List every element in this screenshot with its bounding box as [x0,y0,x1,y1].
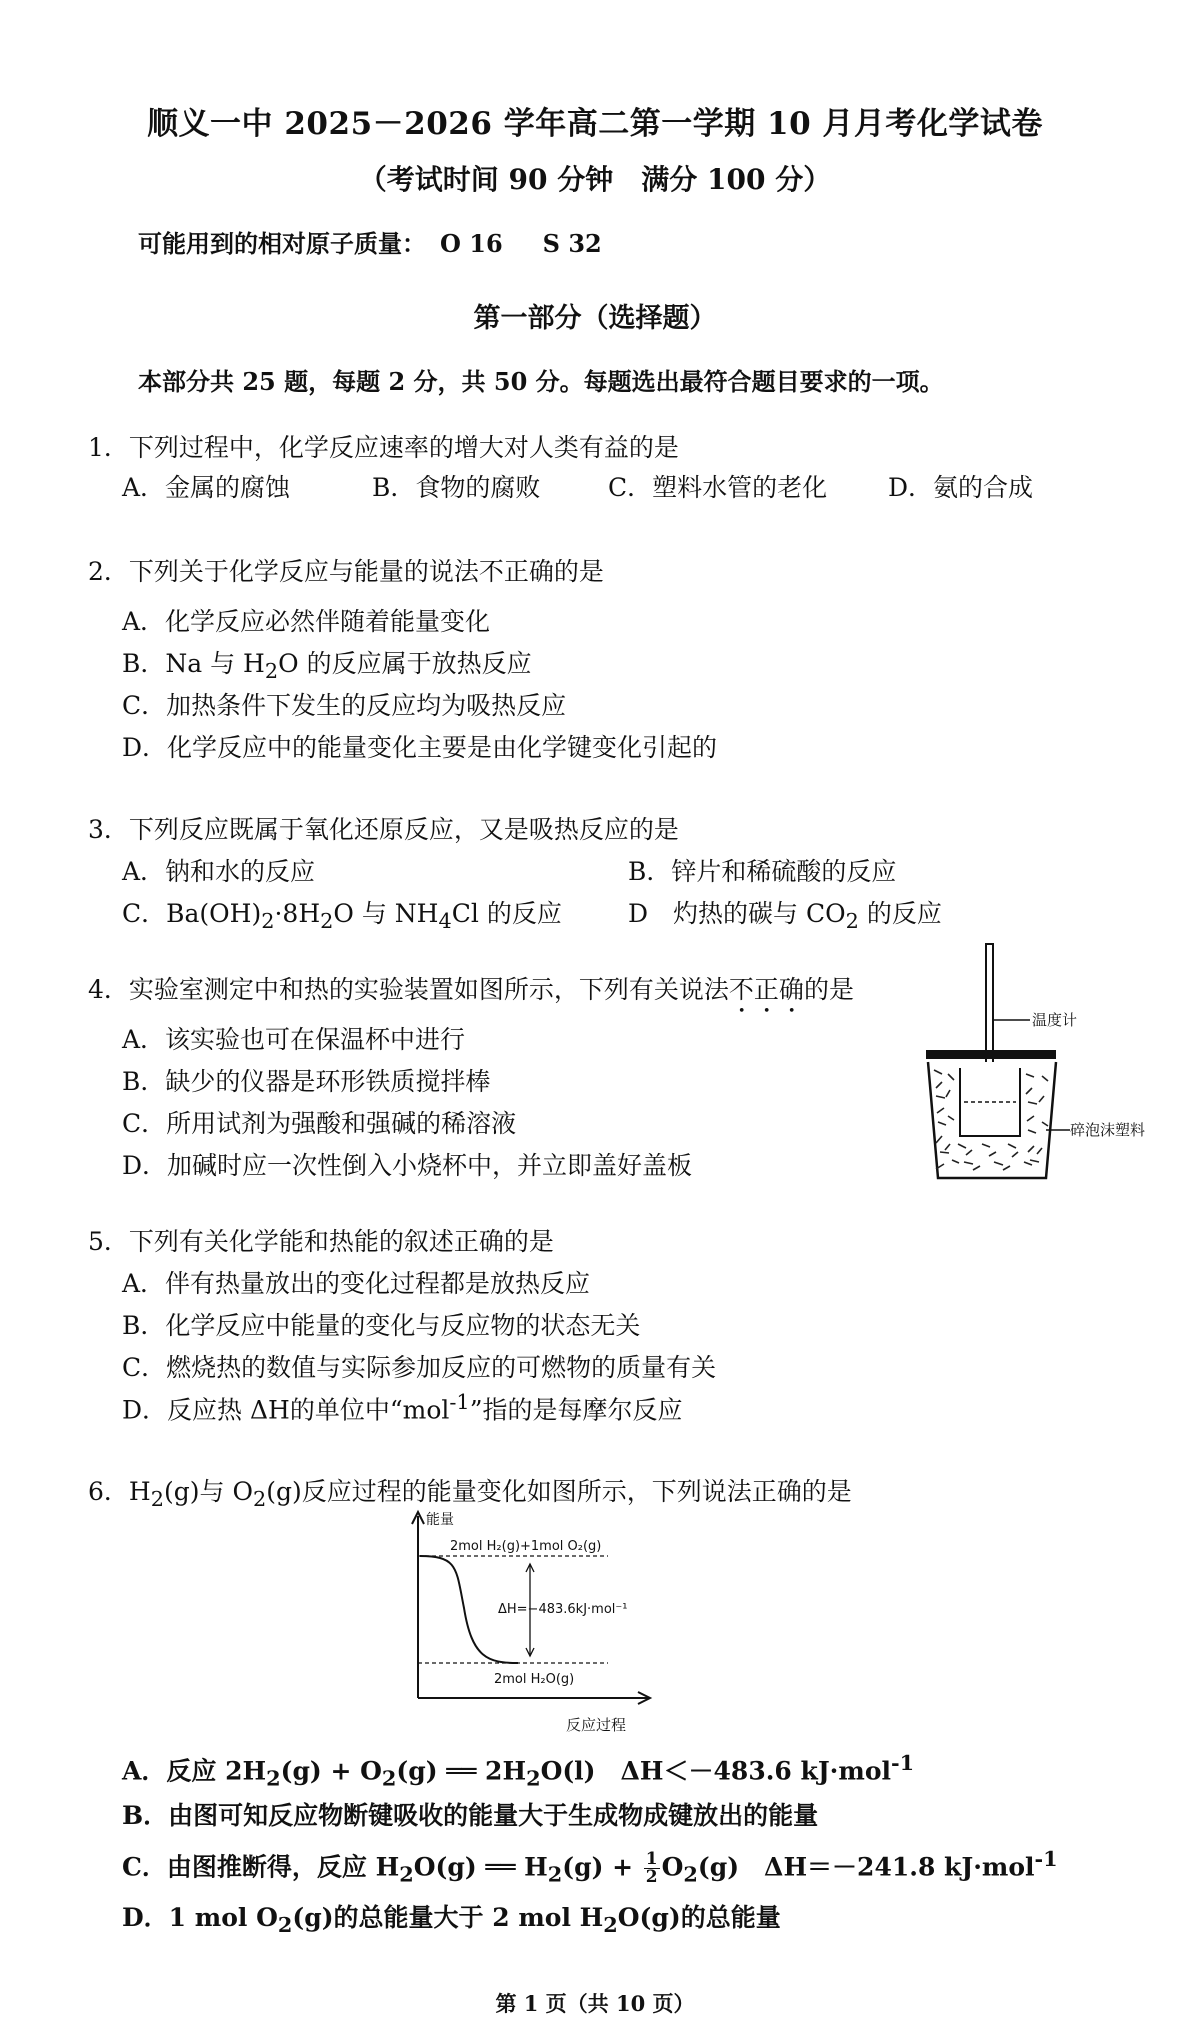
question-2-option-d: D．化学反应中的能量变化主要是由化学键变化引起的 [122,733,718,762]
question-3-option-a: A．钠和水的反应 [122,857,316,886]
fraction-numerator: 1 [645,1849,658,1870]
energy-diagram [398,1508,658,1708]
question-4-option-d: D．加碱时应一次性倒入小烧杯中，并立即盖好盖板 [122,1151,693,1180]
delta-h-label: ΔH=−483.6kJ·mol⁻¹ [498,1602,628,1617]
formula-part: C．由图推断得，反应 H [122,1852,400,1882]
formula-part: (g) ══ 2H [396,1756,527,1786]
subscript: 2 [526,1765,541,1791]
subscript: 2 [264,659,279,683]
question-6-stem [88,1472,852,1511]
formula-part: 的反应 [858,899,942,928]
formula-part: D．反应热 ΔH的单位中“mol [122,1395,450,1425]
question-5-option-d [122,1390,682,1426]
question-2-option-b-pre: B．Na 与 H [122,649,265,678]
question-2-option-c: C．加热条件下发生的反应均为吸热反应 [122,691,567,720]
formula-part: Cl 的反应 [451,899,562,928]
question-1-option-d: D．氨的合成 [888,473,1034,502]
subscript: 2 [252,1487,267,1511]
cover-board [926,1050,1056,1059]
formula-part: (g) + [562,1852,642,1882]
section-title: 第一部分（选择题） [473,303,717,334]
question-4-stem-emphasis: 不正确 [728,975,804,1004]
formula-part: O(g) ══ H [413,1852,548,1882]
question-5-option-c: C．燃烧热的数值与实际参加反应的可燃物的质量有关 [122,1353,717,1382]
question-4-option-b: B．缺少的仪器是环形铁质搅拌棒 [122,1067,491,1096]
question-3-option-d [628,894,942,933]
thermometer-label: 温度计 [1032,1011,1078,1029]
subscript: 2 [266,1765,281,1791]
calorimeter-figure [920,940,1165,1200]
subscript: 2 [399,1861,414,1887]
atomic-mass-s: S 32 [542,229,602,258]
question-1-option-b: B．食物的腐败 [372,473,541,502]
question-6-option-d [122,1898,781,1937]
formula-part: O(g)的总能量 [617,1903,781,1932]
question-4-option-a: A．该实验也可在保温杯中进行 [122,1025,466,1054]
formula-part: (g) + O [280,1756,382,1786]
formula-part: 6．H [88,1477,151,1506]
question-5-stem: 5．下列有关化学能和热能的叙述正确的是 [88,1227,554,1256]
subscript: 2 [547,1861,563,1887]
foam-label: 碎泡沫塑料 [1070,1121,1146,1139]
superscript: -1 [891,1750,915,1775]
formula-part: (g)与 O [163,1477,253,1506]
question-2-option-a: A．化学反应必然伴随着能量变化 [122,607,491,636]
formula-part: D．1 mol O [122,1903,278,1932]
atomic-mass-label: 可能用到的相对原子质量： [138,229,426,258]
formula-part: C．Ba(OH) [122,899,262,928]
product-label: 2mol H₂O(g) [494,1672,575,1687]
formula-part: O 与 NH [333,899,439,928]
formula-part: (g)反应过程的能量变化如图所示，下列说法正确的是 [266,1477,852,1506]
question-2-option-b [122,644,532,683]
question-3-option-c [122,894,562,933]
question-4-stem-post: 的是 [803,975,854,1004]
inner-beaker [960,1068,1020,1136]
formula-part: O(l) ΔH＜－483.6 kJ·mol [540,1756,891,1786]
exam-title: 顺义一中 2025－2026 学年高二第一学期 10 月月考化学试卷 [147,106,1043,142]
question-1-option-c: C．塑料水管的老化 [608,473,828,502]
formula-part: ·8H [274,899,321,928]
question-1-stem: 1．下列过程中，化学反应速率的增大对人类有益的是 [88,433,679,462]
formula-part: O [661,1852,684,1882]
atomic-mass-line [138,224,602,259]
fraction-one-half [644,1851,660,1886]
formula-part: ”指的是每摩尔反应 [469,1395,683,1425]
subscript: 2 [320,909,334,933]
question-2-option-b-post: O 的反应属于放热反应 [278,649,532,678]
question-4-stem [88,970,854,1019]
subscript: 4 [438,909,452,933]
subscript: 2 [261,909,275,933]
fraction-denominator: 2 [645,1867,658,1888]
superscript: -1 [449,1390,470,1414]
y-axis-label: 能量 [426,1512,454,1528]
question-1-option-a: A．金属的腐蚀 [122,473,291,502]
question-6-option-a [122,1750,914,1790]
subscript: 2 [603,1912,618,1937]
formula-part: (g)的总能量大于 2 mol H [292,1903,604,1932]
subscript: 2 [683,1861,698,1887]
subscript: 2 [277,1912,293,1937]
x-axis-label-text: 反应过程 [566,1716,627,1734]
question-5-option-a: A．伴有热量放出的变化过程都是放热反应 [122,1269,591,1298]
formula-part: D 灼热的碳与 CO [628,899,846,928]
reactant-label: 2mol H₂(g)+1mol O₂(g) [450,1539,602,1554]
exam-subtitle: （考试时间 90 分钟 满分 100 分） [358,163,832,196]
superscript: -1 [1034,1846,1058,1871]
question-6-option-b: B．由图可知反应物断键吸收的能量大于生成物成键放出的能量 [122,1801,819,1830]
atomic-mass-o: O 16 [440,229,503,258]
question-6-option-c [122,1846,1058,1886]
subscript: 2 [845,909,859,933]
question-3-option-b: B．锌片和稀硫酸的反应 [628,857,897,886]
question-2-stem: 2．下列关于化学反应与能量的说法不正确的是 [88,557,604,586]
question-4-option-c: C．所用试剂为强酸和强碱的稀溶液 [122,1109,517,1138]
question-4-stem-pre: 4．实验室测定中和热的实验装置如图所示，下列有关说法 [88,975,729,1004]
subscript: 2 [381,1765,397,1791]
section-instructions: 本部分共 25 题，每题 2 分，共 50 分。每题选出最符合题目要求的一项。 [138,367,944,396]
formula-part: (g) ΔH＝－241.8 kJ·mol [697,1852,1035,1882]
subscript: 2 [150,1487,164,1511]
page-footer: 第 1 页（共 10 页） [495,1991,695,2016]
question-3-stem: 3．下列反应既属于氧化还原反应，又是吸热反应的是 [88,815,679,844]
question-5-option-b: B．化学反应中能量的变化与反应物的状态无关 [122,1311,641,1340]
formula-part: A．反应 2H [122,1756,267,1786]
